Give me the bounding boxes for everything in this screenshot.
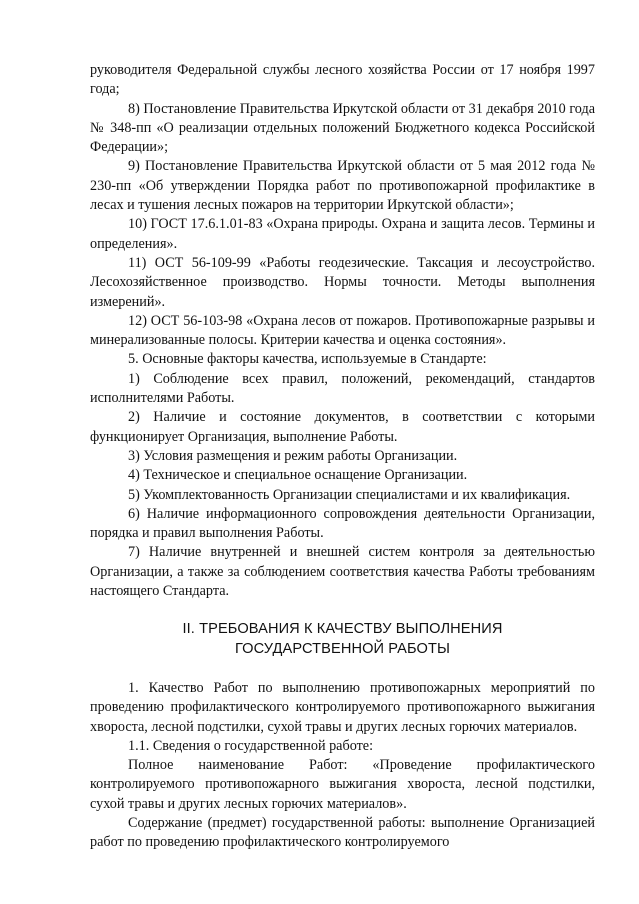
spacer <box>90 659 595 679</box>
factor-item-4: 4) Техническое и специальное оснащение Организации. <box>128 467 468 484</box>
requirement-item-1: 1. Качество Работ по выполнению противопожарных мероприятий по проведению профилактического контролируемого противопожарного выжигания хвороста, лесной подстилки, сухой травы и других лесных горючих материалов. <box>90 679 595 735</box>
section-5-intro: 5. Основные факторы качества, используемые в Стандарте: <box>128 351 487 368</box>
full-name-paragraph: Полное наименование Работ: «Проведение профилактического контролируемого противопожарного выжигания хвороста, лесной подстилки, сухой травы и других лесных горючих материалов». <box>90 757 595 812</box>
factor-item-7: 7) Наличие внутренней и внешней систем контроля за деятельностью Организации, а также за соблюдением соответствия качества Работы требованиям настоящего Стандарта. <box>90 544 595 600</box>
factor-item-1: 1) Соблюдение всех правил, положений, рекомендаций, стандартов исполнителями Работы. <box>90 370 595 407</box>
list-item-8: 8) Постановление Правительства Иркутской области от 31 декабря 2010 года № 348-пп «О реализации отдельных положений Бюджетного кодекса Российской Федерации»; <box>90 100 595 156</box>
document-page <box>90 61 595 853</box>
spacer <box>90 601 595 620</box>
factor-item-6: 6) Наличие информационного сопровождения деятельности Организации, порядка и правил выполнения Работы. <box>90 505 595 542</box>
content-paragraph: Содержание (предмет) государственной работы: выполнение Организацией работ по проведению профилактического контролируемого <box>90 814 595 851</box>
section-heading-line-2: ГОСУДАРСТВЕННОЙ РАБОТЫ <box>235 640 450 657</box>
requirement-item-1-1: 1.1. Сведения о государственной работе: <box>128 737 374 754</box>
factor-item-2: 2) Наличие и состояние документов, в соответствии с которыми функционирует Организация, выполнение Работы. <box>90 409 595 445</box>
section-heading <box>90 620 595 659</box>
factor-item-5: 5) Укомплектованность Организации специалистами и их квалификация. <box>128 486 571 503</box>
list-item-12: 12) ОСТ 56-103-98 «Охрана лесов от пожаров. Противопожарные разрывы и минерализованные полосы. Критерии качества и оценка состояния». <box>90 312 595 349</box>
paragraph-continuation: руководителя Федеральной службы лесного хозяйства России от 17 ноября 1997 года; <box>90 62 595 98</box>
list-item-9: 9) Постановление Правительства Иркутской области от 5 мая 2012 года № 230-пп «Об утверждении Порядка работ по противопожарной профилактике в лесах и тушения лесных пожаров на территории Иркутской области»; <box>90 158 595 214</box>
list-item-10: 10) ГОСТ 17.6.1.01-83 «Охрана природы. Охрана и защита лесов. Термины и определения». <box>90 216 595 252</box>
section-heading-line-1: II. ТРЕБОВАНИЯ К КАЧЕСТВУ ВЫПОЛНЕНИЯ <box>182 621 503 638</box>
list-item-11: 11) ОСТ 56-109-99 «Работы геодезические. Таксация и лесоустройство. Лесохозяйственное производство. Нормы точности. Методы выполнения измерений». <box>90 254 595 310</box>
factor-item-3: 3) Условия размещения и режим работы Организации. <box>128 447 458 464</box>
